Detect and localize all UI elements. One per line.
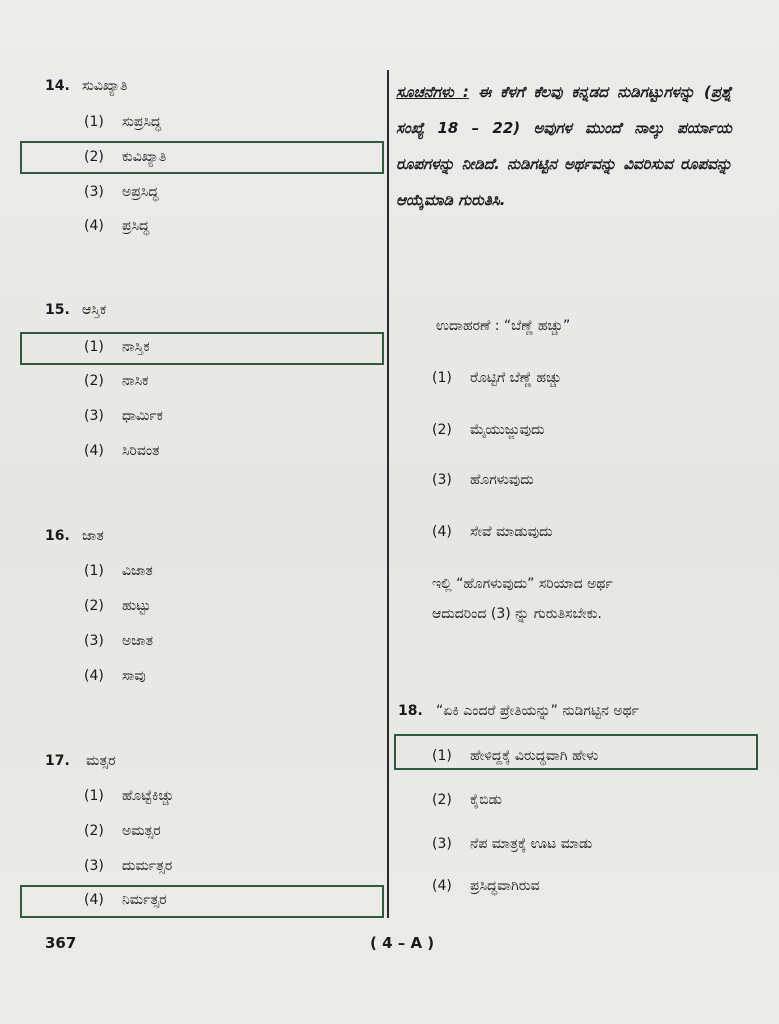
example-option-3 — [432, 472, 534, 488]
option-number: (2) — [84, 823, 104, 839]
question-16-number: 16. — [45, 528, 70, 544]
answer-highlight-q14 — [20, 141, 384, 174]
option-text: ಹೊಟ್ಟೆಕಿಚ್ಚು — [122, 788, 174, 804]
example-option-1 — [432, 370, 561, 386]
example-option-4 — [432, 524, 553, 540]
option-number: (1) — [84, 339, 104, 355]
q17-option-1[interactable] — [84, 788, 174, 804]
option-text: ದುರ್ಮತ್ಸರ — [122, 858, 173, 874]
option-number: (2) — [84, 149, 104, 165]
page-code: 367 — [45, 934, 77, 952]
option-text: ಪ್ರಸಿದ್ಧ — [122, 218, 150, 234]
q16-option-1[interactable] — [84, 563, 153, 579]
option-number: (4) — [432, 878, 452, 894]
instructions-body: ಈ ಕೆಳಗೆ ಕೆಲವು ಕನ್ನಡದ ನುಡಿಗಟ್ಟುಗಳನ್ನು (ಪ್ರಶ್ನೆ ಸಂಖ್ಯೆ 18 – 22) ಅವುಗಳ ಮುಂದೆ ನಾಲ್ಕು ಪರ್ಯಾಯ ರೂಪಗಳನ್ನು ನೀಡಿದೆ. ನುಡಿಗಟ್ಟಿನ ಅರ್ಥವನ್ನು ವಿವರಿಸುವ ರೂಪವನ್ನು ಆಯ್ಕೆಮಾಡಿ ಗುರುತಿಸಿ. — [396, 83, 732, 209]
option-number: (2) — [84, 598, 104, 614]
option-text: ನಾಸಿಕ — [122, 373, 149, 389]
option-number: (3) — [84, 184, 104, 200]
option-number: (4) — [84, 218, 104, 234]
option-text: ನಾಸ್ತಿಕ — [122, 339, 150, 355]
option-number: (4) — [84, 892, 104, 908]
option-text: ಕೈಬಿಡು — [470, 792, 502, 808]
q16-option-3[interactable] — [84, 633, 153, 649]
option-number: (2) — [84, 373, 104, 389]
option-text: ನಿರ್ಮತ್ಸರ — [122, 892, 167, 908]
instructions-block — [396, 74, 732, 218]
instructions-label: ಸೂಚನೆಗಳು : — [396, 83, 469, 101]
q17-option-3[interactable] — [84, 858, 172, 874]
question-18-number: 18. — [398, 703, 423, 719]
option-text: ಪ್ರಸಿದ್ಧವಾಗಿರುವ — [470, 878, 540, 894]
option-text: ಕುವಿಖ್ಯಾತಿ — [122, 149, 167, 165]
option-number: (1) — [84, 563, 104, 579]
option-text: ಮೈಯುಜ್ಜುವುದು — [470, 422, 545, 438]
q14-option-1[interactable] — [84, 114, 161, 130]
question-17-text: ಮತ್ಸರ — [86, 753, 116, 769]
q15-option-2[interactable] — [84, 373, 148, 389]
q15-option-1[interactable] — [84, 339, 150, 355]
column-divider — [387, 70, 389, 918]
option-text: ಸುಪ್ರಸಿದ್ಧ — [122, 114, 162, 130]
option-number: (4) — [432, 524, 452, 540]
option-text: ಅಪ್ರಸಿದ್ಧ — [122, 184, 159, 200]
option-text: ಹುಟ್ಟು — [122, 598, 151, 614]
q16-option-4[interactable] — [84, 668, 146, 684]
question-18-text: “ಏಕಿ ಎಂದರೆ ಪ್ರೇತಿಯನ್ನು” ನುಡಿಗಟ್ಟಿನ ಅರ್ಥ — [436, 703, 639, 719]
option-number: (3) — [84, 408, 104, 424]
option-number: (3) — [84, 858, 104, 874]
option-text: ಸಿರಿವಂತ — [122, 443, 160, 459]
answer-highlight-q17 — [20, 885, 384, 918]
option-number: (1) — [432, 748, 452, 764]
option-number: (1) — [432, 370, 452, 386]
q17-option-2[interactable] — [84, 823, 161, 839]
option-text: ಸೇವೆ ಮಾಡುವುದು — [470, 524, 553, 540]
option-number: (1) — [84, 114, 104, 130]
q15-option-4[interactable] — [84, 443, 159, 459]
question-17-number: 17. — [45, 753, 70, 769]
option-number: (3) — [432, 472, 452, 488]
example-option-2 — [432, 422, 545, 438]
question-16-text: ಜಾತ — [82, 528, 104, 544]
option-number: (1) — [84, 788, 104, 804]
option-text: ವಿಜಾತ — [122, 563, 153, 579]
answer-highlight-q15 — [20, 332, 384, 365]
option-number: (2) — [432, 792, 452, 808]
example-note-line-2: ಆದುದರಿಂದ (3) ನ್ನು ಗುರುತಿಸಬೇಕು. — [432, 606, 602, 622]
q14-option-2[interactable] — [84, 149, 166, 165]
q15-option-3[interactable] — [84, 408, 163, 424]
q18-option-3[interactable] — [432, 836, 592, 852]
option-number: (4) — [84, 668, 104, 684]
q17-option-4[interactable] — [84, 892, 167, 908]
question-14-number: 14. — [45, 78, 70, 94]
option-number: (2) — [432, 422, 452, 438]
option-text: ನೆಪ ಮಾತ್ರಕ್ಕೆ ಊಟ ಮಾಡು — [470, 836, 593, 852]
option-text: ಸಾವು — [122, 668, 146, 684]
q18-option-1[interactable] — [432, 748, 598, 764]
option-text: ಅಜಾತ — [122, 633, 153, 649]
q16-option-2[interactable] — [84, 598, 151, 614]
option-text: ರೊಟ್ಟಿಗೆ ಬೆಣ್ಣೆ ಹಚ್ಚು — [470, 370, 562, 386]
example-note-line-1: ಇಲ್ಲಿ “ಹೊಗಳುವುದು” ಸರಿಯಾದ ಅರ್ಥ — [432, 576, 613, 592]
option-text: ಅಮತ್ಸರ — [122, 823, 161, 839]
option-number: (3) — [84, 633, 104, 649]
question-15-text: ಆಸ್ತಿಕ — [82, 302, 107, 318]
option-number: (3) — [432, 836, 452, 852]
option-text: ಹೇಳಿದ್ದಕ್ಕೆ ವಿರುದ್ಧವಾಗಿ ಹೇಳು — [470, 748, 599, 764]
option-text: ಹೊಗಳುವುದು — [470, 472, 534, 488]
page-number: ( 4 – A ) — [370, 934, 435, 952]
q18-option-2[interactable] — [432, 792, 502, 808]
question-14-text: ಸುವಿಖ್ಯಾತಿ — [82, 78, 128, 94]
example-heading: ಉದಾಹರಣೆ : “ಬೆಣ್ಣೆ ಹಚ್ಚು” — [436, 318, 571, 334]
option-text: ಧಾರ್ಮಿಕ — [122, 408, 163, 424]
question-15-number: 15. — [45, 302, 70, 318]
q14-option-4[interactable] — [84, 218, 149, 234]
option-number: (4) — [84, 443, 104, 459]
q14-option-3[interactable] — [84, 184, 158, 200]
q18-option-4[interactable] — [432, 878, 540, 894]
